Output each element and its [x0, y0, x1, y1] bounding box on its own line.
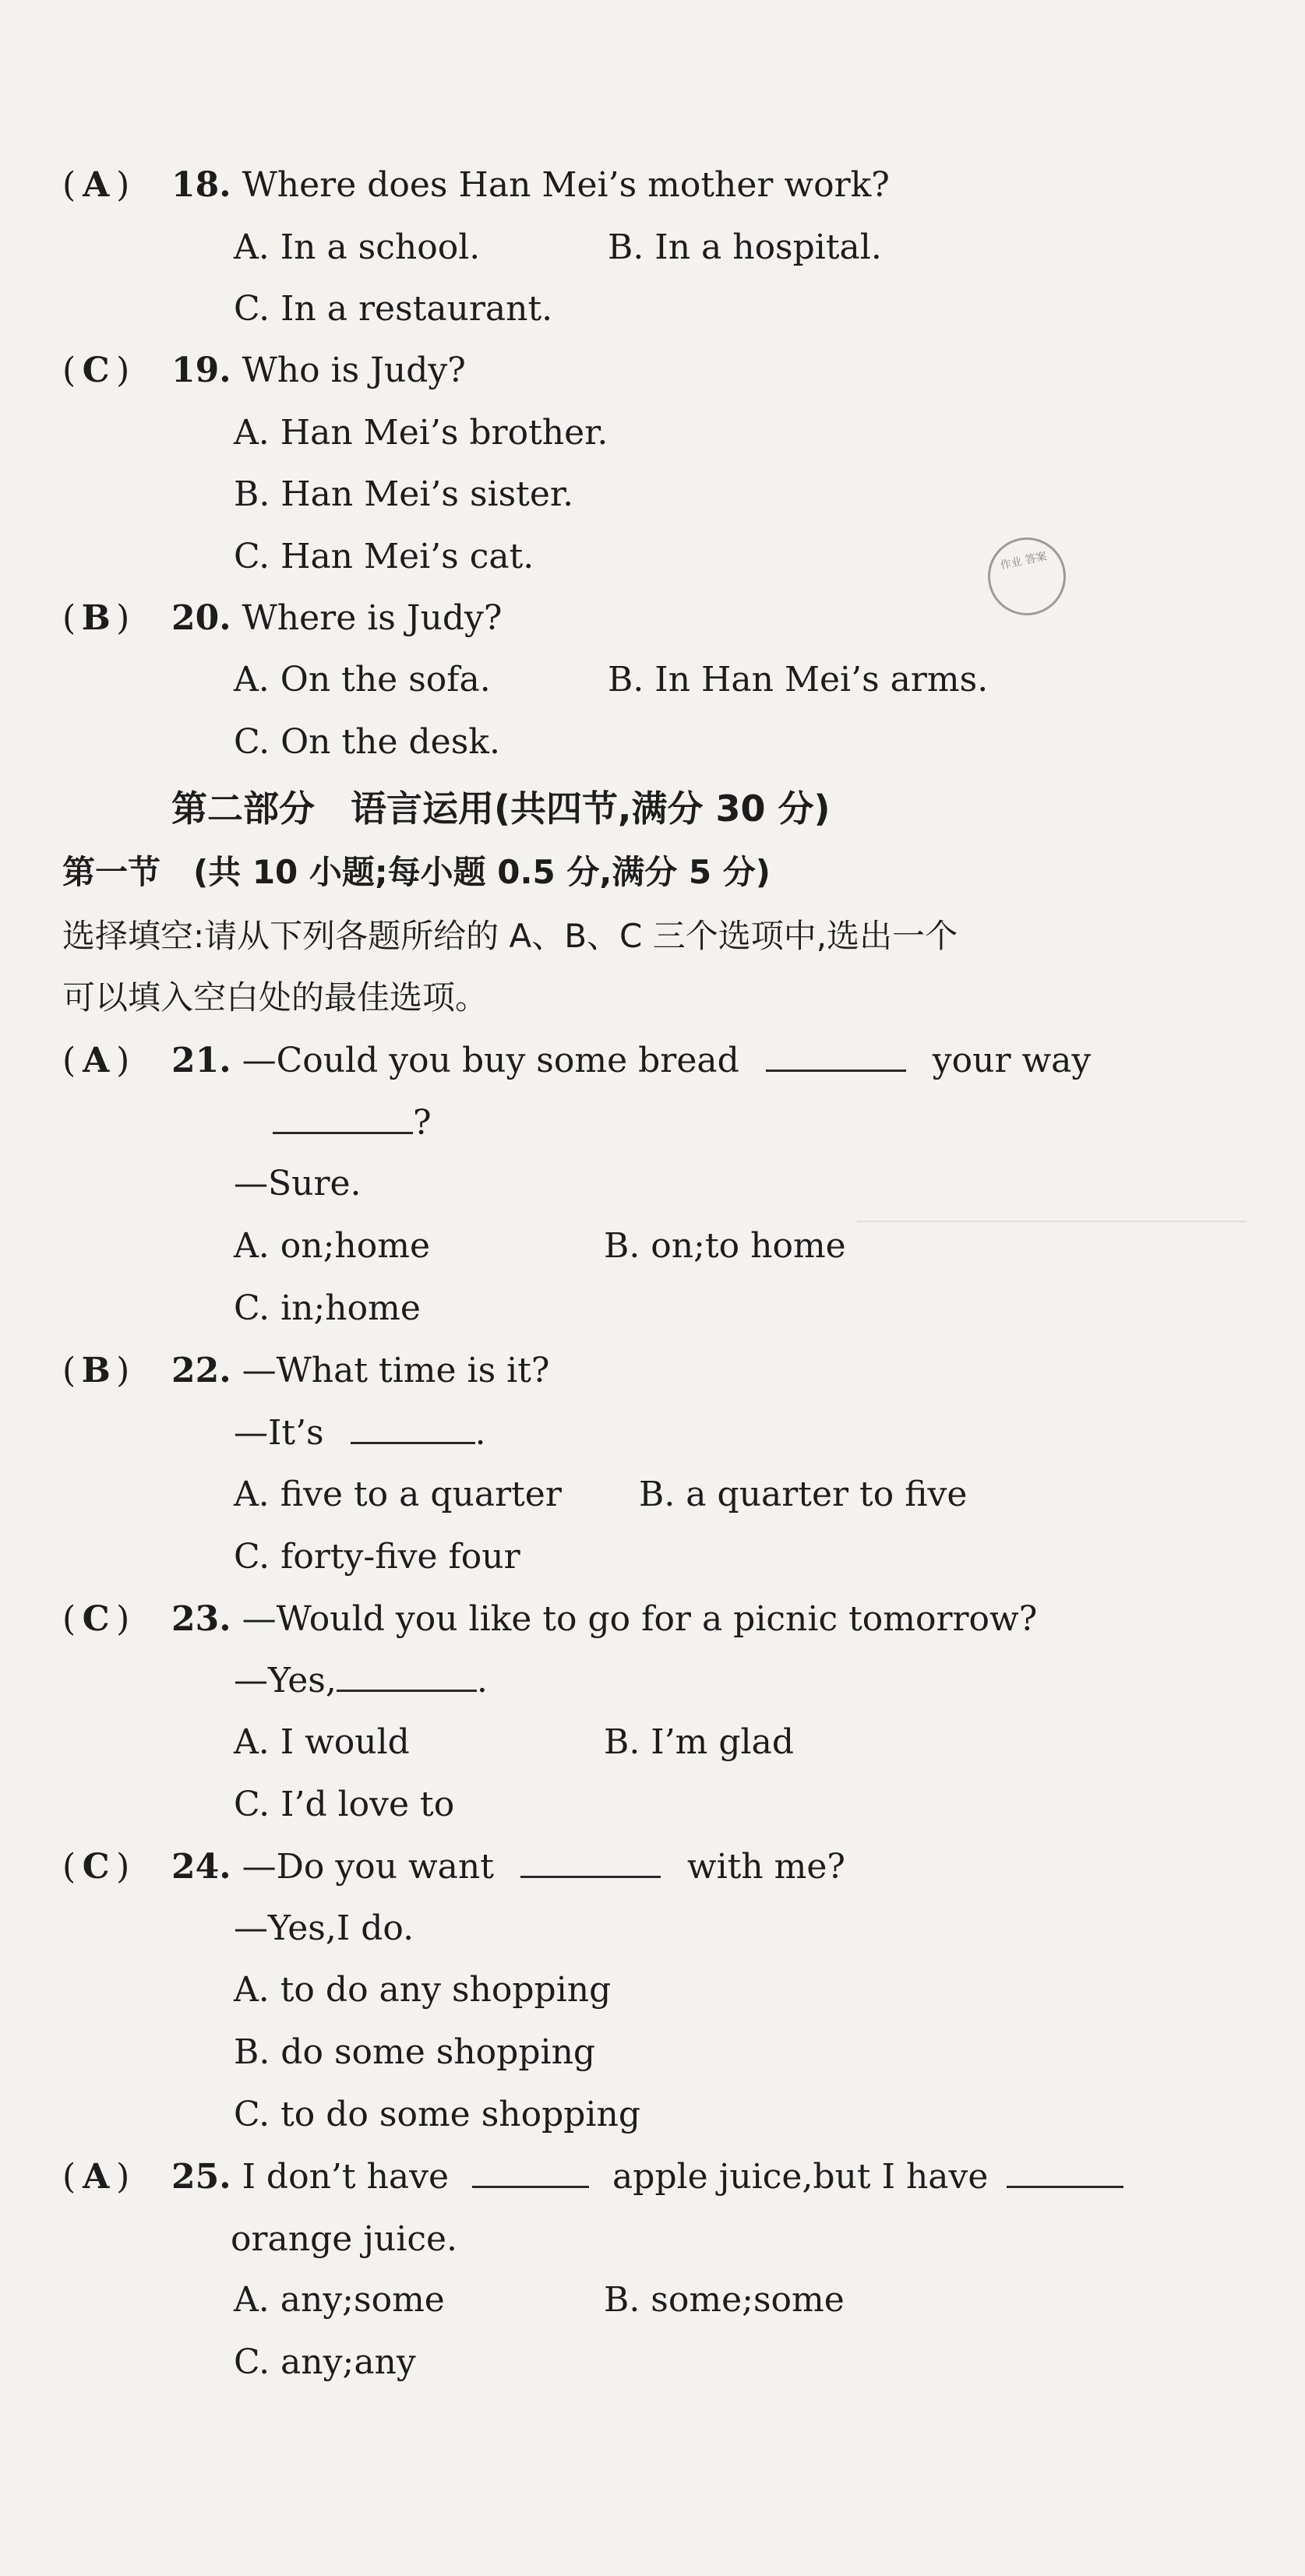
answer-blank[interactable] — [1007, 2155, 1123, 2188]
question-18: ( A ) 18. Where does Han Mei’s mother work? — [62, 162, 890, 209]
reply-line: —It’s . — [234, 1410, 486, 1457]
option-a: A. five to a quarter — [234, 1475, 562, 1514]
answer-paren: ( B ) — [62, 1351, 130, 1390]
option-c: C. I’d love to — [234, 1785, 455, 1824]
option-b: B. In a hospital. — [608, 227, 882, 267]
option-a: A. In a school. — [234, 227, 481, 267]
reply-line: —Sure. — [234, 1164, 362, 1203]
question-24: ( C ) 24. —Do you want with me? — [62, 1844, 845, 1891]
question-23: ( C ) 23. —Would you like to go for a picnic tomorrow? — [62, 1596, 1037, 1643]
answer-paren: ( C ) — [62, 1847, 130, 1887]
option-a: A. on;home — [234, 1226, 430, 1266]
option-c: C. in;home — [234, 1288, 421, 1328]
divider — [857, 1221, 1247, 1222]
answer-paren: ( B ) — [62, 598, 130, 638]
stamp-seal: 作业 答案 — [981, 530, 1074, 623]
answer-paren: ( C ) — [62, 351, 130, 390]
answer-blank[interactable] — [337, 1658, 477, 1692]
question-19: ( C ) 19. Who is Judy? — [62, 347, 466, 394]
option-a: A. any;some — [234, 2280, 445, 2320]
section-heading: 第一节 (共 10 小题;每小题 0.5 分,满分 5 分) — [62, 853, 771, 891]
question-20: ( B ) 20. Where is Judy? — [62, 595, 502, 642]
option-a: A. I would — [234, 1722, 410, 1762]
option-b: B. some;some — [604, 2280, 845, 2320]
question-25-cont: orange juice. — [231, 2219, 458, 2259]
option-c: C. On the desk. — [234, 722, 500, 762]
reply-line: —Yes,I do. — [234, 1908, 414, 1948]
option-b: B. In Han Mei’s arms. — [608, 660, 989, 700]
option-c: C. to do some shopping — [234, 2095, 641, 2134]
option-b: B. I’m glad — [604, 1722, 795, 1762]
option-b: B. Han Mei’s sister. — [234, 474, 574, 514]
question-25: ( A ) 25. I don’t have apple juice,but I have — [62, 2154, 1123, 2201]
option-a: A. to do any shopping — [234, 1970, 612, 2010]
question-21: ( A ) 21. —Could you buy some bread your way — [62, 1038, 1091, 1084]
answer-paren: ( C ) — [62, 1599, 130, 1639]
option-b: B. on;to home — [604, 1226, 846, 1266]
part-heading: 第二部分 语言运用(共四节,满分 30 分) — [171, 788, 831, 830]
question-21-cont: ? — [273, 1100, 432, 1147]
question-22: ( B ) 22. —What time is it? — [62, 1348, 550, 1394]
reply-line: —Yes, . — [234, 1658, 488, 1704]
option-b: B. do some shopping — [234, 2032, 596, 2072]
instructions-line-2: 可以填入空白处的最佳选项。 — [62, 978, 488, 1017]
answer-paren: ( A ) — [62, 1041, 130, 1080]
answer-blank[interactable] — [766, 1038, 906, 1072]
answer-blank[interactable] — [472, 2155, 589, 2188]
option-c: C. In a restaurant. — [234, 289, 553, 329]
option-b: B. a quarter to five — [639, 1475, 968, 1514]
option-a: A. On the sofa. — [234, 660, 491, 700]
instructions-line-1: 选择填空:请从下列各题所给的 A、B、C 三个选项中,选出一个 — [62, 917, 958, 955]
answer-blank[interactable] — [520, 1845, 661, 1878]
answer-blank[interactable] — [273, 1101, 413, 1134]
answer-paren: ( A ) — [62, 2157, 130, 2197]
answer-blank[interactable] — [351, 1411, 475, 1444]
option-a: A. Han Mei’s brother. — [234, 413, 608, 453]
option-c: C. any;any — [234, 2342, 416, 2382]
option-c: C. forty-five four — [234, 1537, 520, 1577]
option-c: C. Han Mei’s cat. — [234, 537, 534, 576]
answer-paren: ( A ) — [62, 165, 130, 205]
